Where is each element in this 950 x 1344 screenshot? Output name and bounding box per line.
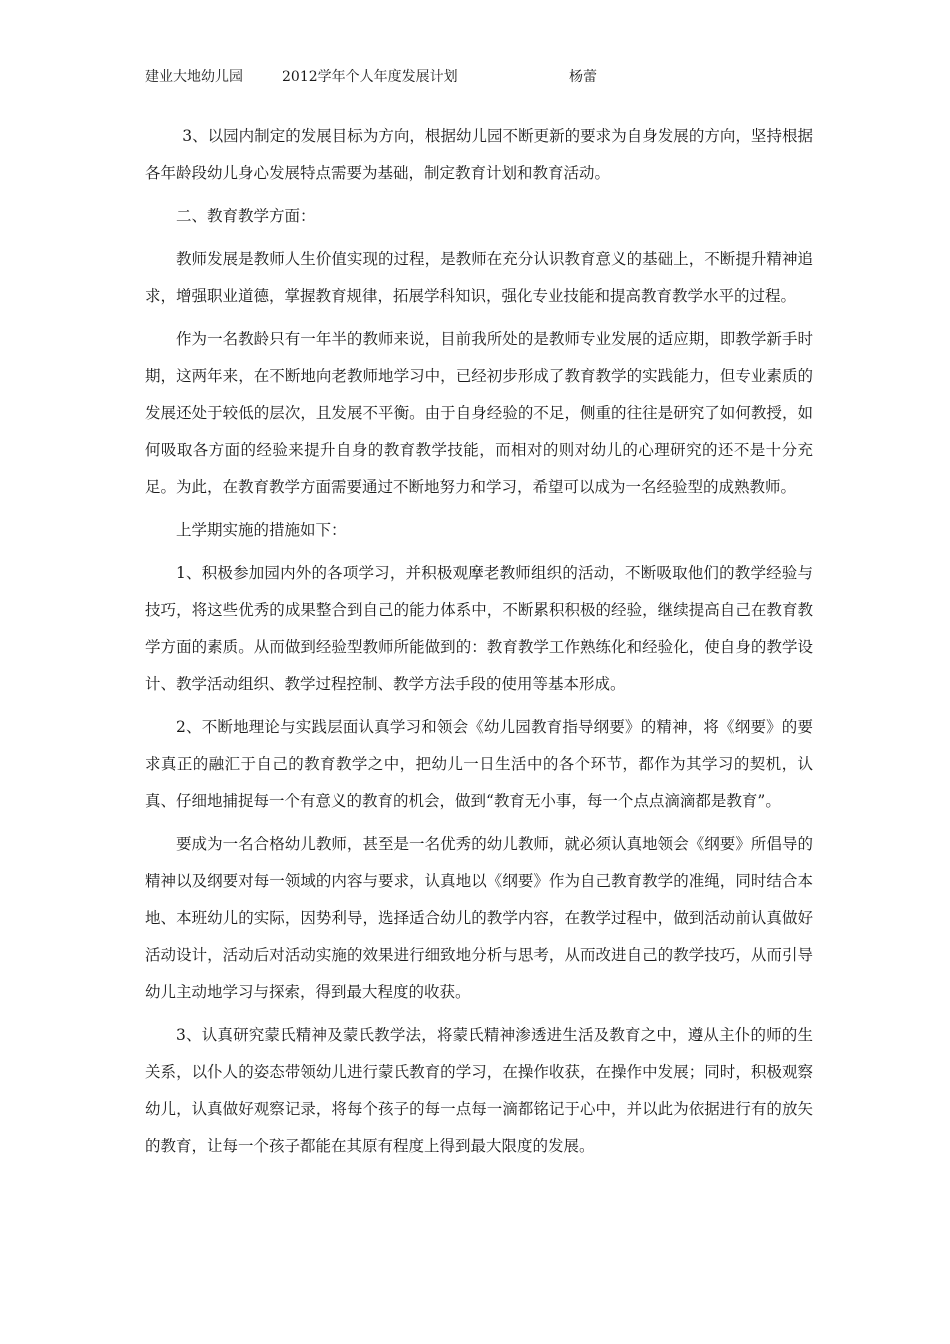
paragraph-teacher-development: 教师发展是教师人生价值实现的过程，是教师在充分认识教育意义的基础上，不断提升精神追求，增强职业道德，掌握教育规律，拓展学科知识，强化专业技能和提高教育教学水平的过程。 — [145, 250, 813, 305]
section-heading-teaching: 二、教育教学方面： — [176, 207, 316, 225]
header-school-name: 建业大地幼儿园 — [145, 69, 243, 85]
paragraph-self-assessment: 作为一名教龄只有一年半的教师来说，目前我所处的是教师专业发展的适应期，即教学新手时期，这两年来，在不断地向老教师地学习中，已经初步形成了教育教学的实践能力，但专业素质的发展还处于较低的层次，且发展不平衡。由于自身经验的不足，侧重的往往是研究了如何教授，如何吸取各方面的经验来提升自身的教育教学技能，而相对的则对幼儿的心理研究的还不是十分充足。为此，在教育教学方面需要通过不断地努力和学习，希望可以成为一名经验型的成熟教师。 — [145, 330, 813, 496]
paragraph-measures-intro: 上学期实施的措施如下： — [176, 521, 347, 539]
document-body — [145, 118, 813, 1171]
paragraph-goal-direction: 3、以园内制定的发展目标为方向，根据幼儿园不断更新的要求为自身发展的方向，坚持根据各年龄段幼儿身心发展特点需要为基础，制定教育计划和教育活动。 — [145, 127, 813, 182]
paragraph-measure-1: 1、积极参加园内外的各项学习，并积极观摩老教师组织的活动，不断吸取他们的教学经验与技巧，将这些优秀的成果整合到自己的能力体系中，不断累积积极的经验，继续提高自己在教育教学方面的素质。从而做到经验型教师所能做到的：教育教学工作熟练化和经验化，使自身的教学设计、教学活动组织、教学过程控制、教学方法手段的使用等基本形成。 — [145, 564, 813, 693]
paragraph-qualified-teacher: 要成为一名合格幼儿教师，甚至是一名优秀的幼儿教师，就必须认真地领会《纲要》所倡导的精神以及纲要对每一领域的内容与要求，认真地以《纲要》作为自己教育教学的准绳，同时结合本地、本班幼儿的实际，因势利导，选择适合幼儿的教学内容，在教学过程中，做到活动前认真做好活动设计，活动后对活动实施的效果进行细致地分析与思考，从而改进自己的教学技巧，从而引导幼儿主动地学习与探索，得到最大程度的收获。 — [145, 835, 813, 1001]
header-plan-title: 2012学年个人年度发展计划 — [282, 69, 458, 85]
paragraph-measure-3: 3、认真研究蒙氏精神及蒙氏教学法，将蒙氏精神渗透进生活及教育之中，遵从主仆的师的生关系，以仆人的姿态带领幼儿进行蒙氏教育的学习，在操作收获，在操作中发展；同时，积极观察幼儿，认真做好观察记录，将每个孩子的每一点每一滴都铭记于心中，并以此为依据进行有的放矢的教育，让每一个孩子都能在其原有程度上得到最大限度的发展。 — [145, 1026, 813, 1155]
page-header — [145, 66, 825, 88]
paragraph-measure-2: 2、不断地理论与实践层面认真学习和领会《幼儿园教育指导纲要》的精神，将《纲要》的要求真正的融汇于自己的教育教学之中，把幼儿一日生活中的各个环节，都作为其学习的契机，认真、仔细地捕捉每一个有意义的教育的机会，做到“教育无小事，每一个点点滴滴都是教育”。 — [145, 718, 813, 810]
header-author: 杨蕾 — [569, 69, 597, 85]
